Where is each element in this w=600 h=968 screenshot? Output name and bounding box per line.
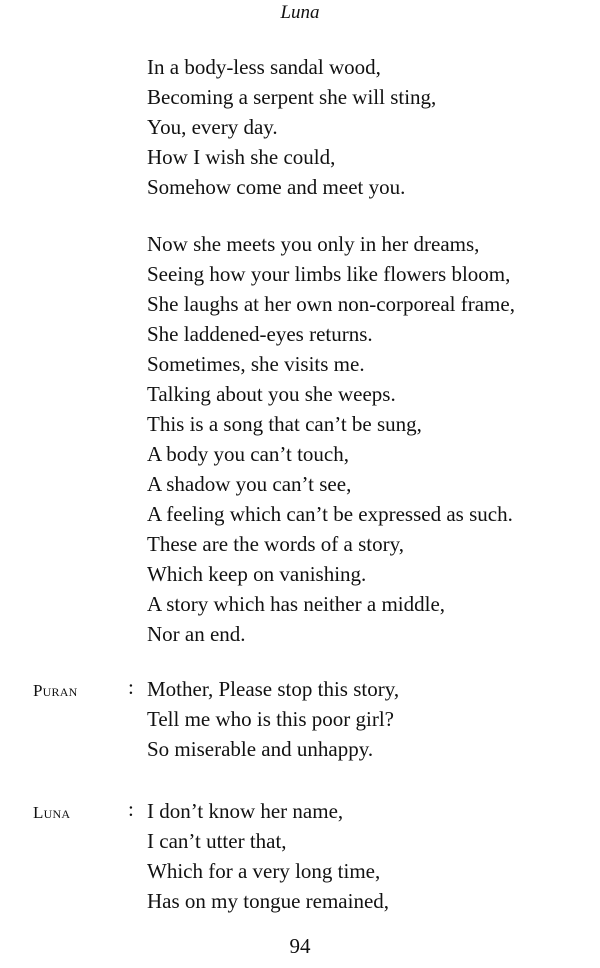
verse-line: Talking about you she weeps. — [147, 382, 396, 406]
verse-line: A shadow you can’t see, — [147, 472, 352, 496]
speaker-name: Puran — [33, 681, 78, 700]
verse-line: These are the words of a story, — [147, 532, 404, 556]
verse-line: Seeing how your limbs like flowers bloom, — [147, 262, 511, 286]
verse-line: A story which has neither a middle, — [147, 592, 446, 616]
verse-line: Somehow come and meet you. — [147, 175, 406, 199]
running-title: Luna — [280, 2, 320, 23]
page-number: 94 — [289, 934, 311, 958]
verse-line: Now she meets you only in her dreams, — [147, 232, 480, 256]
speech-block — [147, 796, 389, 916]
speech-line: Mother, Please stop this story, — [147, 677, 400, 701]
verse-line: She laddened-eyes returns. — [147, 322, 373, 346]
speech-line: Tell me who is this poor girl? — [147, 707, 394, 731]
verse-line: How I wish she could, — [147, 145, 336, 169]
stanza-2 — [147, 229, 515, 649]
speech-line: Which for a very long time, — [147, 859, 381, 883]
verse-line: A feeling which can’t be expressed as such. — [147, 502, 513, 526]
verse-line: Nor an end. — [147, 622, 246, 646]
speech-line: I don’t know her name, — [147, 799, 344, 823]
verse-line: A body you can’t touch, — [147, 442, 350, 466]
verse-line: In a body-less sandal wood, — [147, 55, 381, 79]
speech-line: I can’t utter that, — [147, 829, 287, 853]
speech-line: So miserable and unhappy. — [147, 737, 374, 761]
verse-line: This is a song that can’t be sung, — [147, 412, 422, 436]
verse-line: She laughs at her own non-corporeal frame, — [147, 292, 515, 316]
speech-line: Has on my tongue remained, — [147, 889, 390, 913]
stanza-1 — [147, 52, 436, 202]
speech-block — [147, 674, 399, 764]
speaker-name: Luna — [33, 803, 71, 822]
verse-line: Which keep on vanishing. — [147, 562, 367, 586]
verse-line: You, every day. — [147, 115, 278, 139]
verse-line: Becoming a serpent she will sting, — [147, 85, 437, 109]
verse-line: Sometimes, she visits me. — [147, 352, 365, 376]
speaker-separator: : — [128, 675, 134, 699]
speaker-separator: : — [128, 797, 134, 821]
